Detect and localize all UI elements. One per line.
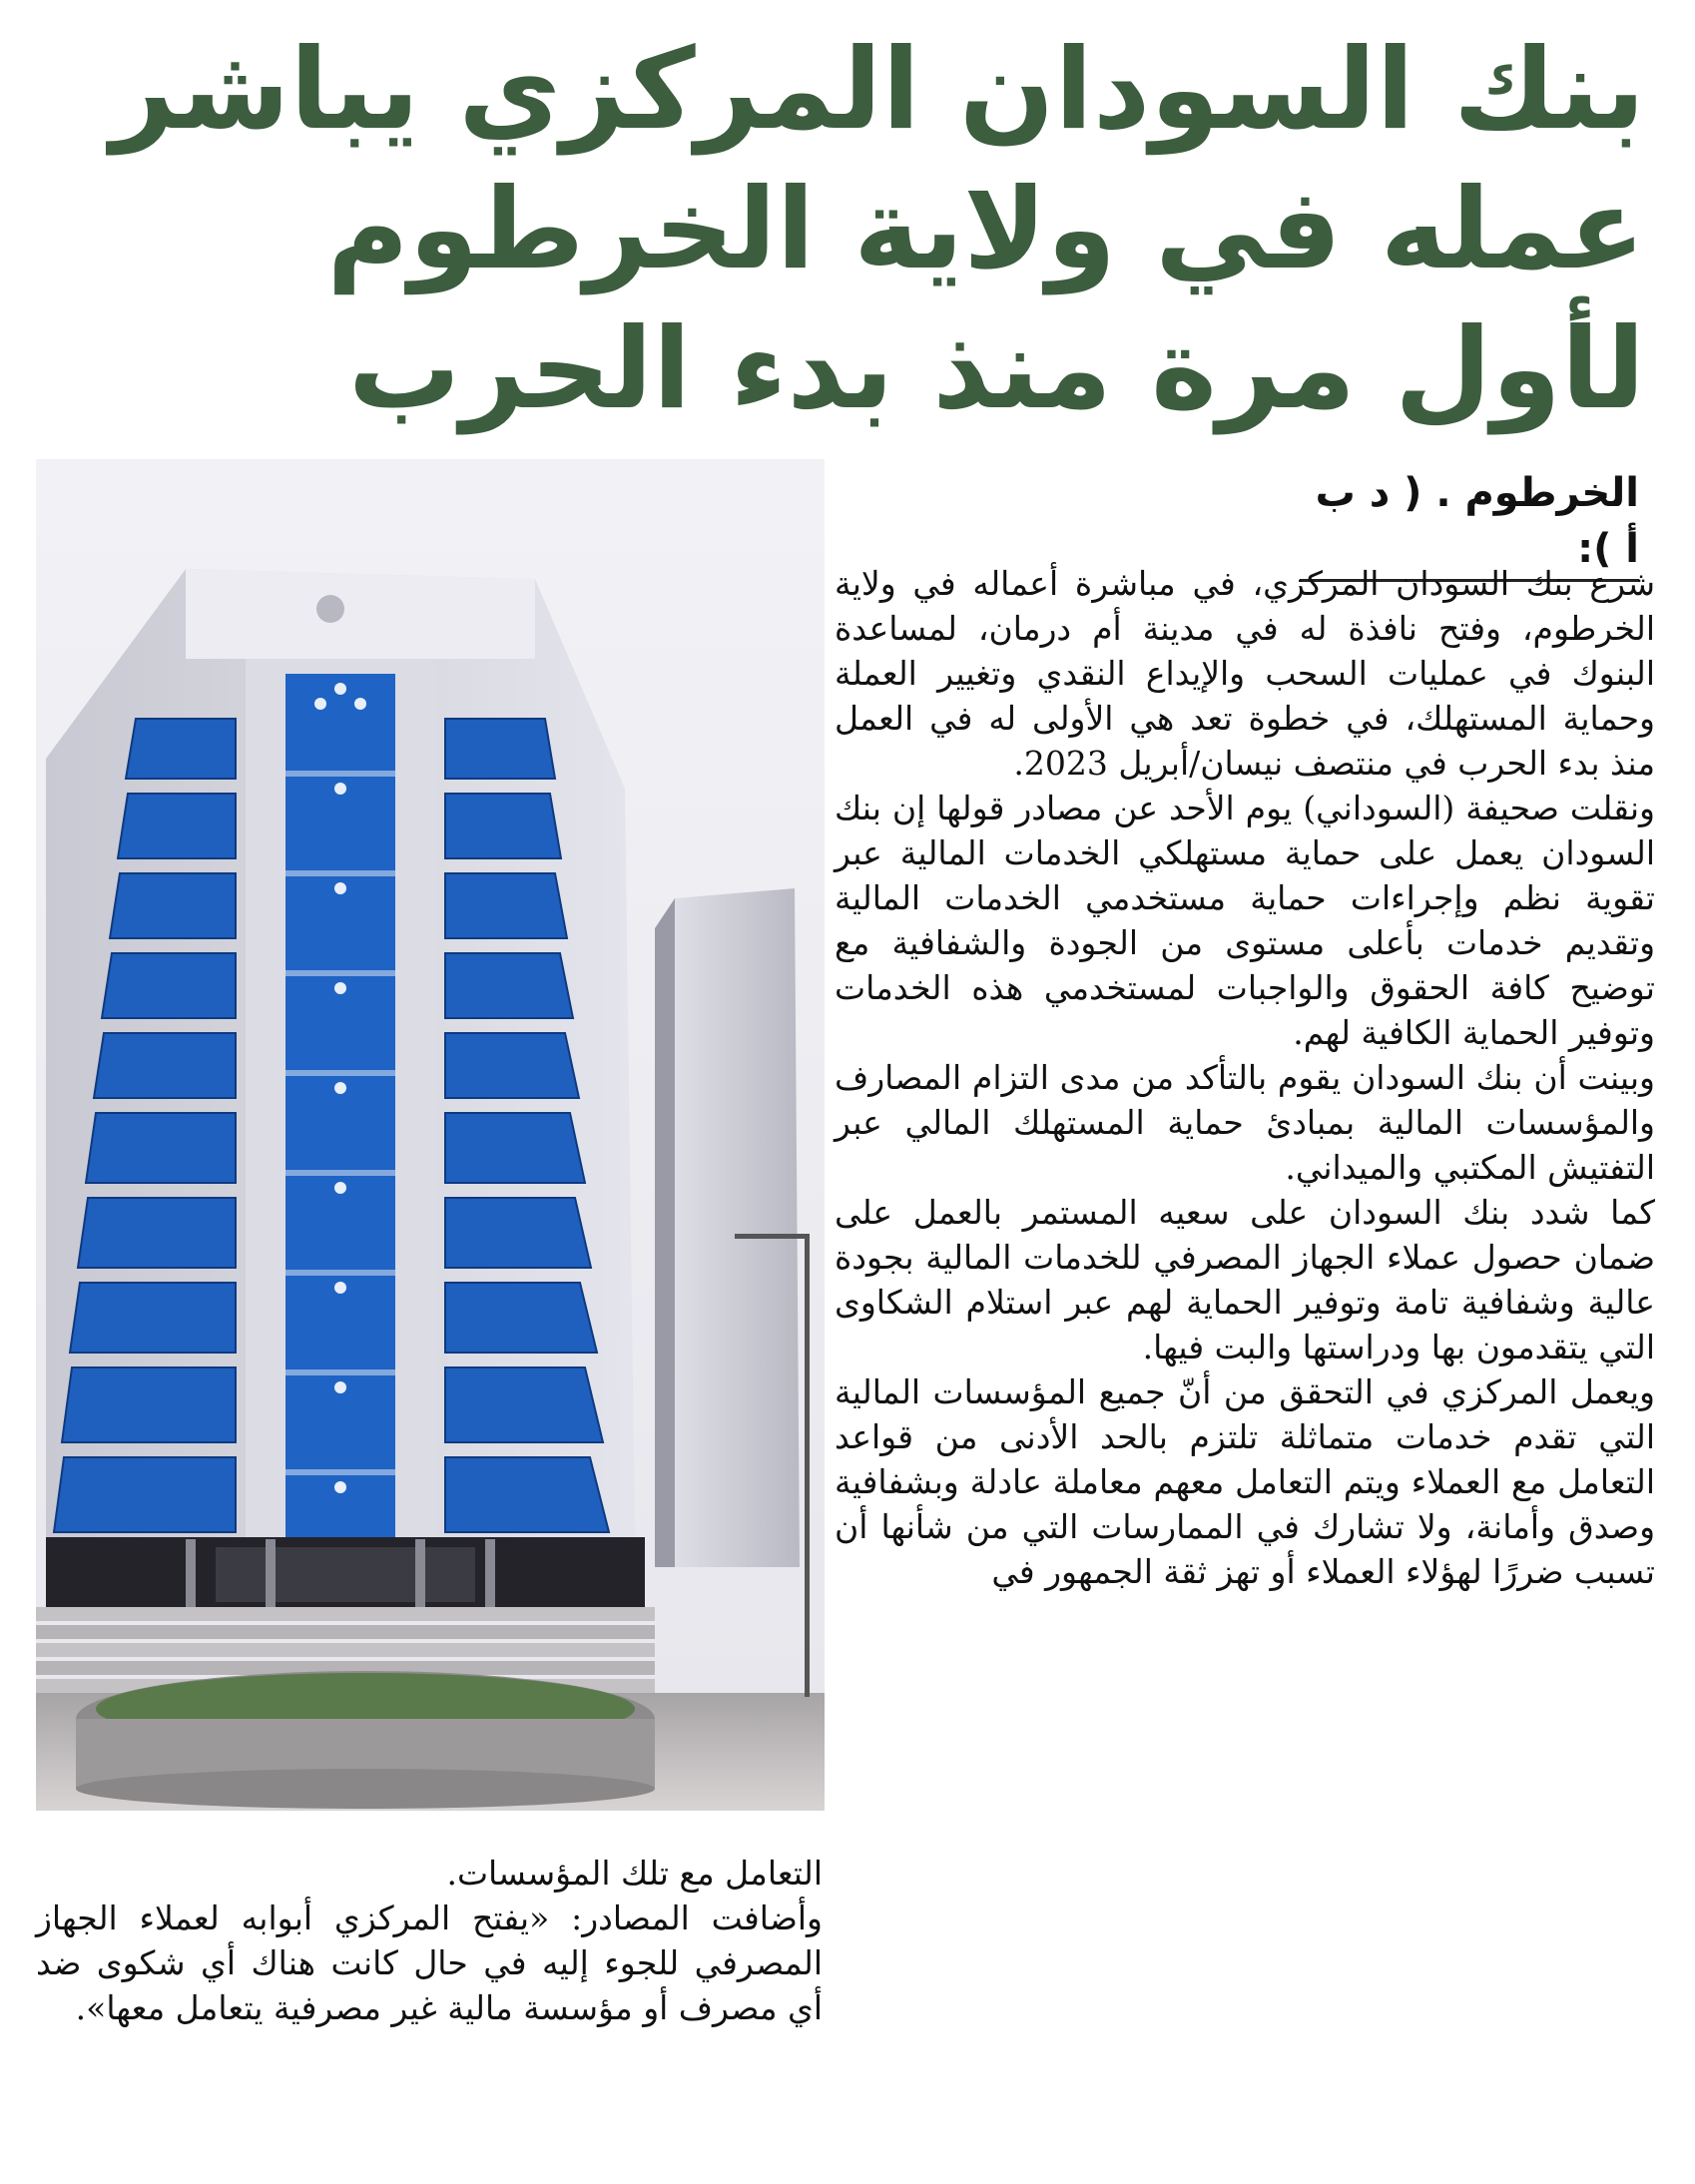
paragraph: التعامل مع تلك المؤسسات. bbox=[446, 1854, 823, 1893]
paragraph: وأضافت المصادر: «يفتح المركزي أبوابه لعملاء الجهاز المصرفي للجوء إليه في حال كانت هناك أي شكوى ضد أي مصرف أو مؤسسة مالية غير مصرفية يتعامل معها». bbox=[36, 1899, 823, 2027]
building-photo bbox=[36, 459, 825, 1811]
article-body-left bbox=[36, 1851, 823, 2030]
paragraph: وبينت أن بنك السودان يقوم بالتأكد من مدى التزام المصارف والمؤسسات المالية بمبادئ حماية المستهلك المالي عبر التفتيش المكتبي والميداني. bbox=[835, 1058, 1655, 1187]
paragraph: شرع بنك السودان المركزي، في مباشرة أعماله في ولاية الخرطوم، وفتح نافذة له في مدينة أم درمان، لمساعدة البنوك في عمليات السحب والإيداع النقدي وتغيير العملة وحماية المستهلك، في خطوة تعد هي الأولى له في العمل منذ بدء الحرب في منتصف نيسان/أبريل 2023. bbox=[835, 564, 1655, 783]
dateline: الخرطوم . ( د ب أ ): bbox=[1300, 465, 1639, 582]
paragraph: ويعمل المركزي في التحقق من أنّ جميع المؤسسات المالية التي تقدم خدمات متماثلة تلتزم بالحد الأدنى من قواعد التعامل مع العملاء ويتم التعامل معهم معاملة عادلة وبشفافية وصدق وأمانة، ولا تشارك في الممارسات التي من شأنها أن تسبب ضررًا لهؤلاء العملاء أو تهز ثقة الجمهور في bbox=[835, 1372, 1655, 1591]
paragraph: كما شدد بنك السودان على سعيه المستمر بالعمل على ضمان حصول عملاء الجهاز المصرفي للخدمات المالية بجودة عالية وشفافية تامة وتوفير الحماية لهم عبر استلام الشكاوى التي يتقدمون بها ودراستها والبت فيها. bbox=[835, 1193, 1655, 1366]
paragraph: ونقلت صحيفة (السوداني) يوم الأحد عن مصادر قولها إن بنك السودان يعمل على حماية مستهلكي الخدمات المالية عبر تقوية نظم وإجراءات حماية مستخدمي الخدمات المالية وتقديم خدمات بأعلى مستوى من الجودة والشفافية مع توضيح كافة الحقوق والواجبات لمستخدمي هذه الخدمات وتوفير الحماية الكافية لهم. bbox=[835, 789, 1655, 1052]
article-body-right bbox=[835, 561, 1655, 1594]
central-blue-panel bbox=[285, 674, 395, 1537]
headline: بنك السودان المركزي يباشر عمله في ولاية الخرطوم لأول مرة منذ بدء الحرب bbox=[110, 25, 1645, 434]
